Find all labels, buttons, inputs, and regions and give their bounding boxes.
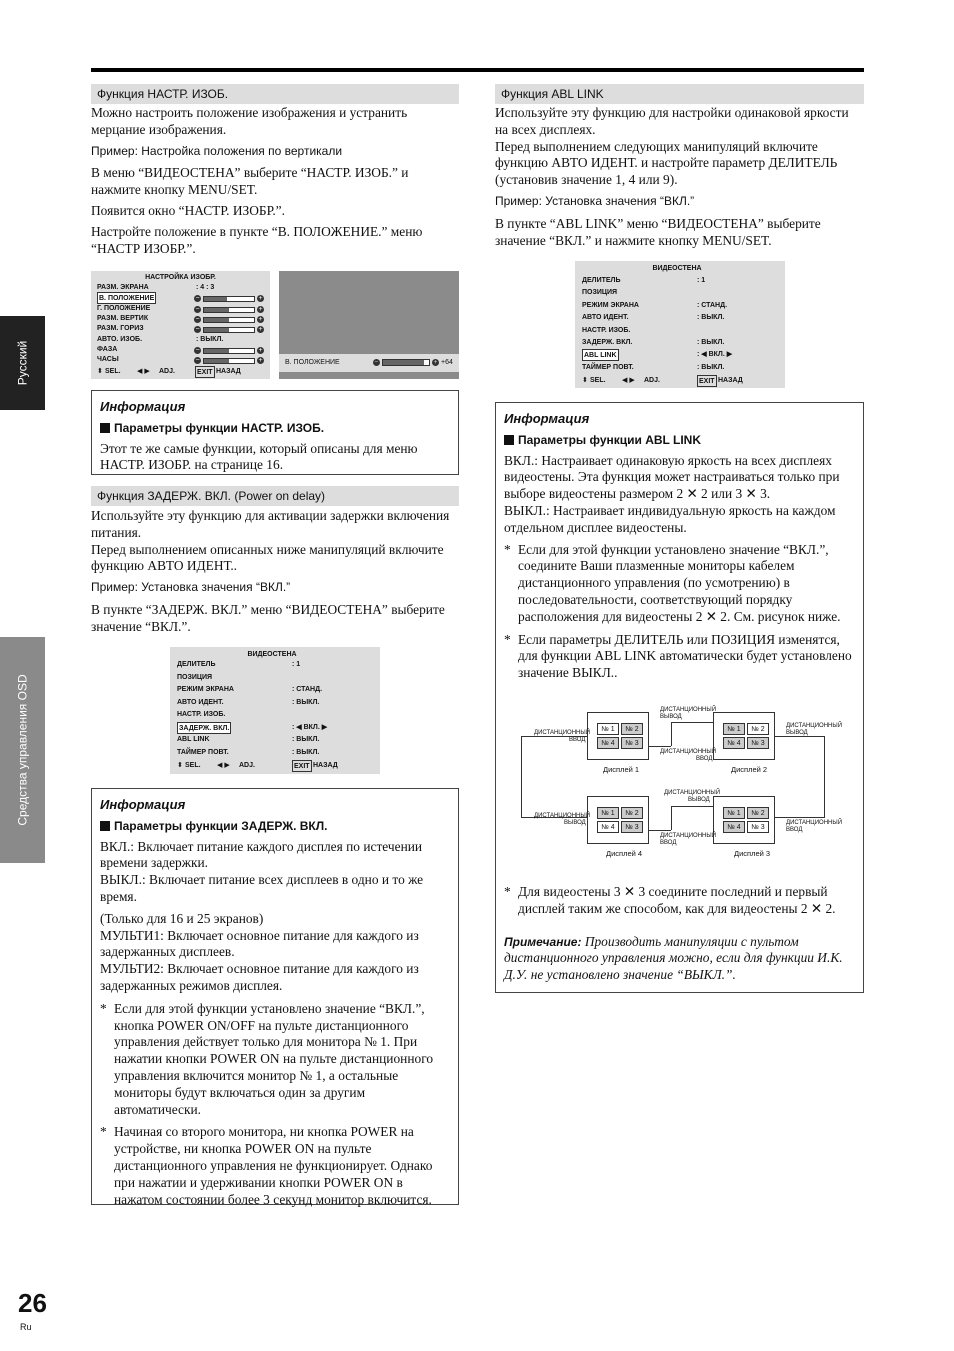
asterisk: * bbox=[504, 631, 511, 647]
info-subtitle: Параметры функции ЗАДЕРЖ. ВКЛ. bbox=[114, 818, 328, 833]
minus-icon: − bbox=[195, 305, 200, 313]
info-title: Информация bbox=[100, 399, 186, 414]
menu-item-label: АВТО. ИЗОБ. bbox=[97, 335, 143, 343]
slider-fill bbox=[204, 308, 229, 312]
menu-item-value: : СТАНД. bbox=[292, 686, 323, 693]
menu-slider bbox=[194, 295, 264, 302]
sel-updown-icon: ⬍ bbox=[582, 377, 588, 385]
example-text: Пример: Установка значения “ВКЛ.” bbox=[495, 193, 695, 208]
menu-item-label: РЕЖИМ ЭКРАНА bbox=[177, 686, 234, 693]
menu-item-value: : ВЫКЛ. bbox=[697, 314, 725, 322]
asterisk: * bbox=[504, 884, 511, 899]
cell-1: № 1 bbox=[723, 807, 745, 819]
display-1-caption: Дисплей 1 bbox=[603, 765, 640, 774]
wire-3-to-4-bottom bbox=[649, 830, 671, 831]
preview-slider bbox=[382, 359, 430, 366]
info-text: ВКЛ.: Настраивает одинаковую яркость на всех дисплеях видеостены. Эта функция может настраиваться только при выборе видеостены размером 2 ✕ 2 или 3 ✕ 3. bbox=[504, 452, 840, 502]
menu-item-label: ПОЗИЦИЯ bbox=[177, 673, 213, 681]
cell-4: № 4 bbox=[597, 821, 619, 833]
display-4 bbox=[587, 796, 649, 844]
plus-icon: + bbox=[258, 305, 263, 313]
footer-back: НАЗАД bbox=[718, 377, 743, 385]
menu-item-label: НАСТР. ИЗОБ. bbox=[177, 711, 226, 718]
footer-sel: SEL. bbox=[590, 377, 606, 385]
menu-item-label: РАЗМ. ВЕРТИК bbox=[97, 314, 149, 322]
top-rule bbox=[91, 68, 864, 72]
slider-fill bbox=[204, 328, 229, 332]
remote-out-label: ДИСТАНЦИОННЫЙ ВЫВОД bbox=[660, 707, 717, 720]
plus-icon: + bbox=[258, 346, 263, 354]
menu-item-value: : 1 bbox=[292, 661, 301, 668]
slider-fill bbox=[204, 359, 229, 363]
cell-1: № 1 bbox=[723, 723, 745, 735]
menu-item-value: : ВЫКЛ. bbox=[292, 736, 320, 743]
wire-1-to-2-top bbox=[671, 722, 713, 746]
minus-icon: − bbox=[195, 326, 200, 334]
note-text: Если для этой функции установлено значение “ВКЛ.”, кнопка POWER ON/OFF на пульте дистанционного управления действует только для монитора № 1. При нажатии кнопки POWER ON на пульте дистанционного управления включится монитор № 1, а остальные мониторы будут включаться один за другим автоматически. bbox=[114, 1000, 434, 1117]
plus-icon: + bbox=[258, 326, 263, 334]
remark-text: Производить манипуляции с пультом дистанционного управления можно, если для функции И.К. Д.У. не установлено значение “ВЫКЛ.”. bbox=[504, 933, 843, 983]
cell-3: № 3 bbox=[747, 737, 769, 749]
square-bullet-icon bbox=[504, 435, 514, 445]
slider-track bbox=[203, 317, 255, 323]
menu-item-value: : ВЫКЛ. bbox=[697, 339, 725, 346]
remote-in-label: ДИСТАНЦИОННЫЙ ВВОД bbox=[660, 749, 717, 762]
menu-title: ВИДЕОСТЕНА bbox=[247, 651, 297, 658]
menu-item-label: ЗАДЕРЖ. ВКЛ. bbox=[582, 339, 633, 346]
note-text: Начиная со второго монитора, ни кнопка POWER на устройстве, ни кнопка POWER ON на пульте дистанционного управления не функционирует. Однако при нажатии и удерживании кнопки POWER ON в нажатом состоянии более 3 секунд монитор включится. bbox=[114, 1124, 433, 1207]
menu-item-label: ФАЗА bbox=[97, 345, 118, 353]
plus-icon: + bbox=[258, 295, 263, 303]
paragraph: Используйте эту функцию для активации задержки включения питания. bbox=[91, 508, 450, 540]
menu-item-value: : ВЫКЛ. bbox=[292, 748, 320, 756]
paragraph: Настройте положение в пункте “В. ПОЛОЖЕНИЕ.” меню “НАСТР ИЗОБР.”. bbox=[91, 223, 423, 256]
asterisk: * bbox=[504, 541, 511, 557]
slider-fill bbox=[204, 318, 229, 322]
slider-track bbox=[203, 348, 255, 354]
info-text: Этот те же самые функции, который описаны для меню НАСТР. ИЗОБР. на странице 16. bbox=[100, 440, 418, 473]
menu-item-label: РЕЖИМ ЭКРАНА bbox=[582, 301, 639, 309]
info-text: МУЛЬТИ2: Включает основное питание для каждого из задержанных режимов дисплея. bbox=[100, 961, 419, 993]
connection-diagram bbox=[505, 700, 855, 870]
info-title: Информация bbox=[504, 411, 590, 426]
sel-updown-icon: ⬍ bbox=[97, 368, 103, 376]
menu-item-label: АВТО ИДЕНТ. bbox=[582, 314, 629, 322]
example-text: Пример: Установка значения “ВКЛ.” bbox=[91, 580, 291, 595]
menu-item-label: ABL LINK bbox=[582, 349, 619, 361]
slider-fill bbox=[204, 297, 227, 301]
minus-icon: − bbox=[374, 358, 379, 366]
paragraph: Появится окно “НАСТР. ИЗОБР.”. bbox=[91, 202, 285, 218]
display-2 bbox=[713, 712, 775, 760]
slider-track bbox=[203, 327, 255, 333]
menu-item-label: ABL LINK bbox=[177, 736, 210, 743]
menu-item-label: ДЕЛИТЕЛЬ bbox=[582, 277, 621, 284]
footer-adj: ADJ. bbox=[239, 762, 255, 769]
display-3 bbox=[713, 796, 775, 844]
cell-4: № 4 bbox=[723, 737, 745, 749]
slider-track bbox=[203, 307, 255, 313]
paragraph: Используйте эту функцию для настройки одинаковой яркости на всех дисплеях. bbox=[495, 105, 849, 137]
wire-1-to-2-bottom bbox=[649, 746, 671, 747]
display-2-caption: Дисплей 2 bbox=[731, 765, 768, 774]
footer-adj: ADJ. bbox=[159, 368, 175, 376]
footer-sel: SEL. bbox=[105, 368, 121, 376]
menu-item-label: РАЗМ. ГОРИЗ bbox=[97, 325, 144, 333]
cell-2: № 2 bbox=[621, 807, 643, 819]
info-subtitle: Параметры функции НАСТР. ИЗОБ. bbox=[114, 420, 325, 435]
adj-leftright-icon: ◀ ▶ bbox=[622, 377, 635, 385]
menu-item-label: ЗАДЕРЖ. ВКЛ. bbox=[177, 722, 231, 734]
osd-menu-videowall-delay bbox=[170, 647, 380, 774]
slider-track bbox=[203, 296, 255, 302]
sel-updown-icon: ⬍ bbox=[177, 762, 183, 769]
menu-item-value: : ◀ ВКЛ. ▶ bbox=[292, 723, 328, 731]
paragraph: Перед выполнением следующих манипуляций включите функцию АВТО ИДЕНТ. и настройте параметр ДЕЛИТЕЛЬ (установив значение 1, 4 или 9). bbox=[495, 138, 838, 188]
menu-slider bbox=[194, 326, 264, 333]
info-text: МУЛЬТИ1: Включает основное питание для каждого из задержанных дисплеев. bbox=[100, 927, 419, 960]
page-lang-code: Ru bbox=[20, 1322, 32, 1332]
wire-4-to-1 bbox=[521, 736, 587, 818]
paragraph: Перед выполнением описанных ниже манипуляций включите функцию АВТО ИДЕНТ.. bbox=[91, 541, 444, 574]
cell-2: № 2 bbox=[747, 723, 769, 735]
exit-key: EXIT bbox=[697, 375, 717, 387]
info-box-picture-adjust bbox=[91, 390, 459, 475]
menu-item-label: ТАЙМЕР ПОВТ. bbox=[177, 748, 229, 756]
info-text: ВЫКЛ.: Настраивает индивидуальную яркость на каждом отдельном дисплее видеостены. bbox=[504, 502, 836, 535]
display-1 bbox=[587, 712, 649, 760]
cell-2: № 2 bbox=[747, 807, 769, 819]
paragraph: Можно настроить положение изображения и устранить мерцание изображения. bbox=[91, 105, 408, 137]
square-bullet-icon bbox=[100, 423, 110, 433]
preview-label: В. ПОЛОЖЕНИЕ bbox=[285, 359, 340, 366]
plus-icon: + bbox=[433, 358, 438, 366]
paragraph: В пункте “ЗАДЕРЖ. ВКЛ.” меню “ВИДЕОСТЕНА” выберите значение “ВКЛ.”. bbox=[91, 601, 445, 634]
cell-3: № 3 bbox=[621, 821, 643, 833]
osd-menu-videowall-abl bbox=[575, 261, 785, 388]
osd-menu-picture-adjust bbox=[91, 271, 270, 379]
preview-slider-fill bbox=[383, 360, 424, 365]
section-heading: Функция ЗАДЕРЖ. ВКЛ. (Power on delay) bbox=[91, 486, 459, 506]
cell-2: № 2 bbox=[621, 723, 643, 735]
paragraph: В пункте “ABL LINK” меню “ВИДЕОСТЕНА” выберите значение “ВКЛ.” и нажмите кнопку MENU/SET. bbox=[495, 215, 821, 248]
square-bullet-icon bbox=[100, 821, 110, 831]
menu-item-label: НАСТР. ИЗОБ. bbox=[582, 326, 631, 334]
menu-item-value: : ВЫКЛ. bbox=[697, 363, 725, 371]
minus-icon: − bbox=[195, 315, 200, 323]
slider-fill bbox=[204, 349, 229, 353]
footer-sel: SEL. bbox=[185, 762, 201, 769]
menu-item-value: : СТАНД. bbox=[697, 301, 728, 309]
remark-label: Примечание: bbox=[504, 934, 582, 949]
screen-preview bbox=[279, 271, 459, 379]
preview-value: +64 bbox=[441, 359, 453, 366]
wire-2-to-3 bbox=[775, 736, 825, 818]
minus-icon: − bbox=[195, 357, 200, 365]
abl-extra-notes bbox=[504, 884, 856, 984]
plus-icon: + bbox=[258, 357, 263, 365]
adj-leftright-icon: ◀ ▶ bbox=[137, 368, 150, 376]
remote-out-label: ДИСТАНЦИОННЫЙ ВЫВОД bbox=[534, 813, 591, 826]
info-box-power-delay bbox=[91, 788, 459, 1205]
cell-3: № 3 bbox=[621, 737, 643, 749]
menu-title: ВИДЕОСТЕНА bbox=[652, 265, 702, 272]
display-4-caption: Дисплей 4 bbox=[606, 849, 643, 858]
section-tab bbox=[0, 637, 45, 863]
menu-item-label: АВТО ИДЕНТ. bbox=[177, 698, 224, 706]
info-subtitle: Параметры функции ABL LINK bbox=[518, 432, 701, 447]
remote-in-label: ДИСТАНЦИОННЫЙ ВВОД bbox=[660, 833, 717, 846]
info-text: ВЫКЛ.: Включает питание всех дисплеев в одно и то же время. bbox=[100, 872, 424, 904]
remark bbox=[504, 934, 856, 984]
minus-icon: − bbox=[195, 346, 200, 354]
menu-item-label: ПОЗИЦИЯ bbox=[582, 289, 618, 297]
remote-out-label: ДИСТАНЦИОННЫЙ ВЫВОД bbox=[664, 790, 721, 803]
cell-4: № 4 bbox=[723, 821, 745, 833]
menu-slider bbox=[194, 357, 264, 364]
remote-in-label: ДИСТАНЦИОННЫЙ ВВОД bbox=[786, 820, 843, 833]
language-tab-label: Русский bbox=[15, 340, 30, 386]
remote-in-label: ДИСТАНЦИОННЫЙ ВВОД bbox=[534, 730, 591, 743]
left-column bbox=[91, 84, 459, 261]
menu-slider bbox=[194, 306, 264, 313]
menu-slider bbox=[194, 347, 264, 354]
menu-item-label: В. ПОЛОЖЕНИЕ bbox=[97, 292, 156, 304]
exit-key: EXIT bbox=[292, 760, 312, 772]
section-heading: Функция ABL LINK bbox=[495, 84, 864, 104]
note-text: Если параметры ДЕЛИТЕЛЬ или ПОЗИЦИЯ изменятся, для функции ABL LINK автоматически будет установлено значение ВЫКЛ.. bbox=[518, 631, 852, 681]
note-text: Для видеостены 3 ✕ 3 соедините последний и первый дисплей таким же способом, как для видеостены 2 ✕ 2. bbox=[518, 884, 836, 916]
power-delay-section bbox=[91, 486, 459, 640]
section-heading: Функция НАСТР. ИЗОБ. bbox=[91, 84, 459, 104]
plus-icon: + bbox=[258, 315, 263, 323]
menu-item-label: Г. ПОЛОЖЕНИЕ bbox=[97, 304, 151, 312]
preview-osd-bar bbox=[279, 354, 459, 372]
menu-item-value: : 4 : 3 bbox=[196, 284, 215, 291]
cell-1: № 1 bbox=[597, 723, 619, 735]
menu-slider bbox=[194, 316, 264, 323]
asterisk: * bbox=[100, 1000, 107, 1016]
example-text: Пример: Настройка положения по вертикали bbox=[91, 143, 343, 158]
footer-back: НАЗАД bbox=[216, 368, 241, 376]
footer-back: НАЗАД bbox=[313, 762, 338, 769]
wire-3-to-4-top bbox=[671, 806, 713, 830]
menu-item-label: РАЗМ. ЭКРАНА bbox=[97, 284, 149, 291]
display-3-caption: Дисплей 3 bbox=[734, 849, 771, 858]
menu-item-label: ЧАСЫ bbox=[97, 356, 119, 364]
note-text: Если для этой функции установлено значение “ВКЛ.”, соедините Ваши плазменные мониторы кабелем дистанционного управления (по усмотрению) в последовательности, соответствующий порядку расположения для видеостены 2 ✕ 2. См. рисунок ниже. bbox=[518, 541, 841, 624]
menu-title: НАСТРОЙКА ИЗОБР. bbox=[145, 274, 216, 281]
adj-leftright-icon: ◀ ▶ bbox=[217, 762, 230, 769]
remote-out-label: ДИСТАНЦИОННЫЙ ВЫВОД bbox=[786, 723, 843, 736]
menu-item-label: ТАЙМЕР ПОВТ. bbox=[582, 363, 634, 371]
paragraph: В меню “ВИДЕОСТЕНА” выберите “НАСТР. ИЗОБ.” и нажмите кнопку MENU/SET. bbox=[91, 165, 409, 198]
menu-item-value: : 1 bbox=[697, 277, 706, 284]
section-tab-label: Средства управления OSD bbox=[15, 674, 30, 826]
footer-adj: ADJ. bbox=[644, 377, 660, 385]
exit-key: EXIT bbox=[195, 366, 215, 378]
slider-track bbox=[203, 358, 255, 364]
menu-item-value: : ВЫКЛ. bbox=[292, 698, 320, 706]
cell-4: № 4 bbox=[597, 737, 619, 749]
minus-icon: − bbox=[195, 295, 200, 303]
cell-3: № 3 bbox=[747, 821, 769, 833]
info-title: Информация bbox=[100, 797, 186, 812]
right-column bbox=[495, 84, 864, 253]
info-text: ВКЛ.: Включает питание каждого дисплея по истечении времени задержки. bbox=[100, 838, 423, 871]
menu-item-value: : ВЫКЛ. bbox=[196, 335, 224, 343]
menu-item-value: : ◀ ВКЛ. ▶ bbox=[697, 351, 733, 359]
page-number: 26 bbox=[18, 1288, 47, 1318]
asterisk: * bbox=[100, 1124, 107, 1140]
info-text: (Только для 16 и 25 экранов) bbox=[100, 910, 264, 926]
menu-item-label: ДЕЛИТЕЛЬ bbox=[177, 661, 216, 668]
cell-1: № 1 bbox=[597, 807, 619, 819]
language-tab bbox=[0, 316, 45, 410]
